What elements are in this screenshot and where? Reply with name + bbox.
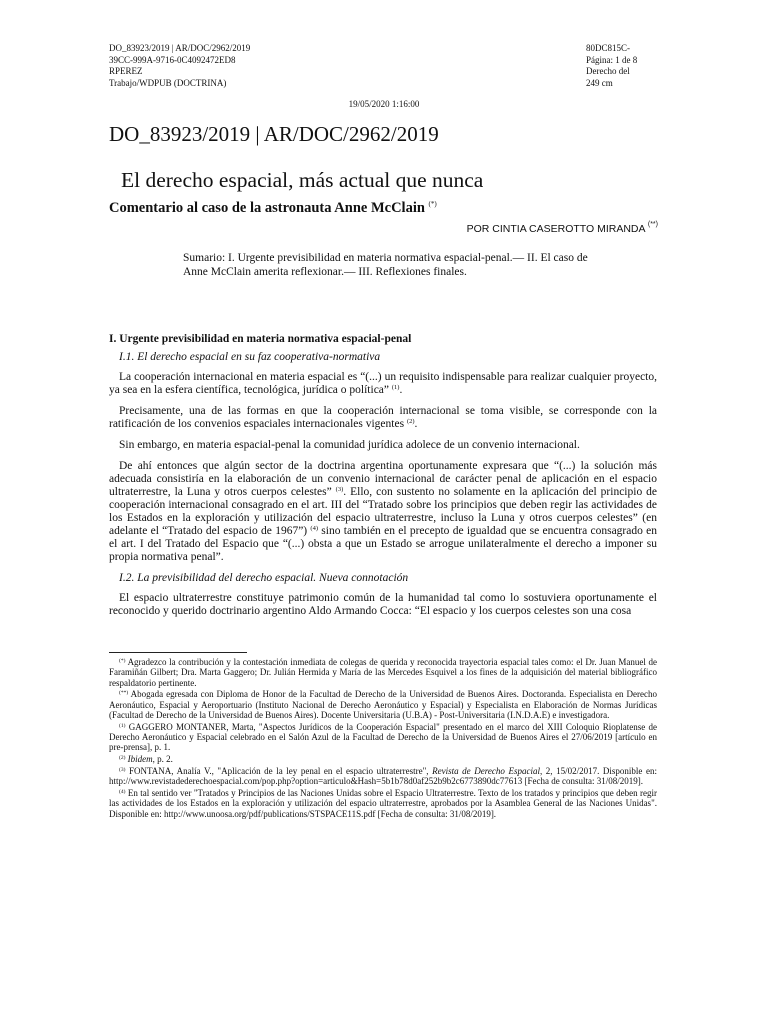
footnote-divider	[109, 652, 247, 653]
footnote-text-italic: Ibidem	[127, 754, 153, 765]
page-indicator: Página: 1 de 8	[586, 54, 638, 65]
document-id: DO_83923/2019 | AR/DOC/2962/2019	[109, 122, 439, 146]
footnote-mark: (3)	[119, 766, 126, 773]
footnotes	[109, 657, 657, 820]
footnote-text: Agradezco la contribución y la contestación inmediata de colegas de querida y reconocida trayectoria espacial tales como: el Dr. Juan Manuel de Faramiñán Gilbert; Dra. Marta Gaggero; Dr. Julián Hermida y María de las Mercedes Esquivel a los fines de la adquisición del material bibliográfico respaldatorio pertinente.	[109, 657, 657, 688]
footnote	[109, 689, 657, 720]
paragraph-text: . Ello, con sustento no solamente en la aplicación del principio de cooperación internacional consagrado en el art. III del “Tratado sobre los principios que deben regir las actividades de los Estados en la exploración y utilización del espacio ultraterrestre, incluso la Luna y otros cuerpos celestes” (en adelante el “Tratado del espacio de 1967”)	[109, 486, 658, 537]
footnote-mark: (4)	[119, 789, 126, 796]
header-left-line: DO_83923/2019 | AR/DOC/2962/2019	[109, 43, 251, 53]
section-heading: I. Urgente previsibilidad en materia normativa espacial-penal	[109, 333, 412, 345]
footnote	[109, 788, 657, 819]
footnote	[109, 722, 657, 753]
paragraph-text: Precisamente, una de las formas en que la cooperación internacional se toma visible, se corresponde con la ratificación de los convenios espaciales internacionales vigentes	[109, 405, 657, 430]
summary: Sumario: I. Urgente previsibilidad en materia normativa espacial-penal.— II. El caso de Anne McClain amerita reflexionar.— III. Reflexiones finales.	[183, 252, 588, 278]
author-footnote-ref[interactable]: (**)	[647, 221, 658, 228]
paragraph: El espacio ultraterrestre constituye patrimonio común de la humanidad tal como lo sostuviera oportunamente el reconocido y querido doctrinario argentino Aldo Armando Cocca: “El espacio y los cuerpos celestes son una cosa	[109, 592, 657, 617]
paragraph-text: .	[399, 384, 403, 396]
footnote-ref[interactable]: (2)	[406, 418, 415, 425]
header-left	[109, 43, 250, 89]
document-subtitle	[109, 200, 437, 217]
header-left-line: 39CC-999A-9716-0C4092472ED8	[109, 54, 236, 65]
footnote	[109, 754, 657, 764]
header-right-line: Derecho del	[586, 66, 630, 76]
footnote-text: , 2, 15/02/2017. Disponible en: http://www.revistadederechoespacial.com/pop.php?option=articulo&Hash=5b1b78d0af252b9b2c6773890dc77613 [Fecha de consulta: 31/08/2019].	[109, 765, 657, 787]
paragraph-text: De ahí entonces que algún sector de la doctrina argentina oportunamente expresara que “(...) la solución más adecuada consistiría en la elaboración de un convenio internacional de carácter penal de aplicación en el espacio ultraterrestre, la Luna y otros cuerpos celestes”	[109, 460, 657, 498]
subtitle-text: Comentario al caso de la astronauta Anne McClain	[109, 200, 425, 216]
footnote-mark: (1)	[119, 722, 126, 729]
paragraph-text: .	[414, 418, 418, 430]
footnote-text-italic: Revista de Derecho Espacial	[432, 765, 540, 776]
paragraph	[109, 460, 657, 564]
paragraph: Sin embargo, en materia espacial-penal la comunidad jurídica adolece de un convenio internacional.	[119, 439, 580, 451]
subsection-heading: I.2. La previsibilidad del derecho espacial. Nueva connotación	[119, 572, 409, 584]
header-right-line: 80DC815C-	[586, 43, 631, 53]
paragraph-text: La cooperación internacional en materia espacial es “(...) un requisito indispensable para realizar cualquier proyecto, ya sea en la esfera científica, tecnológica, jurídica o política”	[109, 371, 657, 396]
header-right-line: 249 cm	[586, 77, 613, 88]
footnote	[109, 766, 657, 787]
header-right	[586, 43, 637, 89]
footnote-text: , p. 2.	[152, 754, 173, 765]
header-left-line: Trabajo/WDPUB (DOCTRINA)	[109, 77, 227, 88]
document-title: El derecho espacial, más actual que nunca	[121, 168, 484, 192]
header-left-line: RPEREZ	[109, 66, 143, 76]
footnote-text: FONTANA, Analía V., "Aplicación de la ley penal en el espacio ultraterrestre",	[129, 765, 433, 776]
paragraph	[109, 371, 657, 397]
document-body	[109, 333, 657, 626]
subsection-heading: I.1. El derecho espacial en su faz cooperativa-normativa	[119, 351, 381, 363]
author-name: POR CINTIA CASEROTTO MIRANDA	[466, 223, 645, 235]
paragraph-text: sino también en el precepto de igualdad que se encuentra consagrado en el art. I del Tratado del Espacio que “(...) obsta a que un Estado se arrogue unilateralmente el derecho a imponer su propia normativa penal”.	[109, 525, 657, 563]
footnote-mark: (*)	[119, 658, 126, 664]
footnote-mark: (2)	[119, 755, 126, 762]
author-line	[467, 221, 658, 235]
footnote-text: GAGGERO MONTANER, Marta, "Aspectos Jurídicos de la Cooperación Espacial" presentado en el marco del XIII Coloquio Rioplatense de Derecho Aeronáutico y Espacial celebrado en el Salón Azul de la Facultad de Derecho de la Universidad de Buenos Aires el 27/06/2019 [artículo en pre-prensa], p. 1.	[109, 721, 658, 753]
footnote-text: Abogada egresada con Diploma de Honor de la Facultad de Derecho de la Universidad de Buenos Aires. Doctoranda. Especialista en Derecho Aeronáutico, Espacial y Aeroportuario (Instituto Nacional de Derecho Aeronáutico y Espacial) y Especialista en Elaboración de Normas Jurídicas (Facultad de Derecho de la Universidad de Buenos Aires). Docente Universitaria (U.B.A) - Post-Universitaria (I.N.D.A.E) e investigadora.	[109, 689, 657, 720]
footnote-text: En tal sentido ver "Tratados y Principios de las Naciones Unidas sobre el Espacio Ultraterrestre. Texto de los tratados y principios que deben regir las actividades de los Estados en la exploración y utilización del espacio ultraterrestre, aprobados por la Asamblea General de las Naciones Unidas". Disponible en: http://www.unoosa.org/pdf/publications/STSPACE11S.pdf [Fecha de consulta: 31/08/2019].	[109, 788, 658, 819]
footnote	[109, 657, 657, 688]
paragraph	[109, 405, 657, 431]
footnote-ref[interactable]: (3)	[335, 486, 344, 493]
subtitle-footnote-ref[interactable]: (*)	[428, 200, 437, 208]
footnote-ref[interactable]: (4)	[310, 525, 319, 532]
footnote-mark: (**)	[119, 690, 129, 697]
footnote-ref[interactable]: (1)	[391, 384, 400, 391]
header-date: 19/05/2020 1:16:00	[348, 99, 420, 109]
